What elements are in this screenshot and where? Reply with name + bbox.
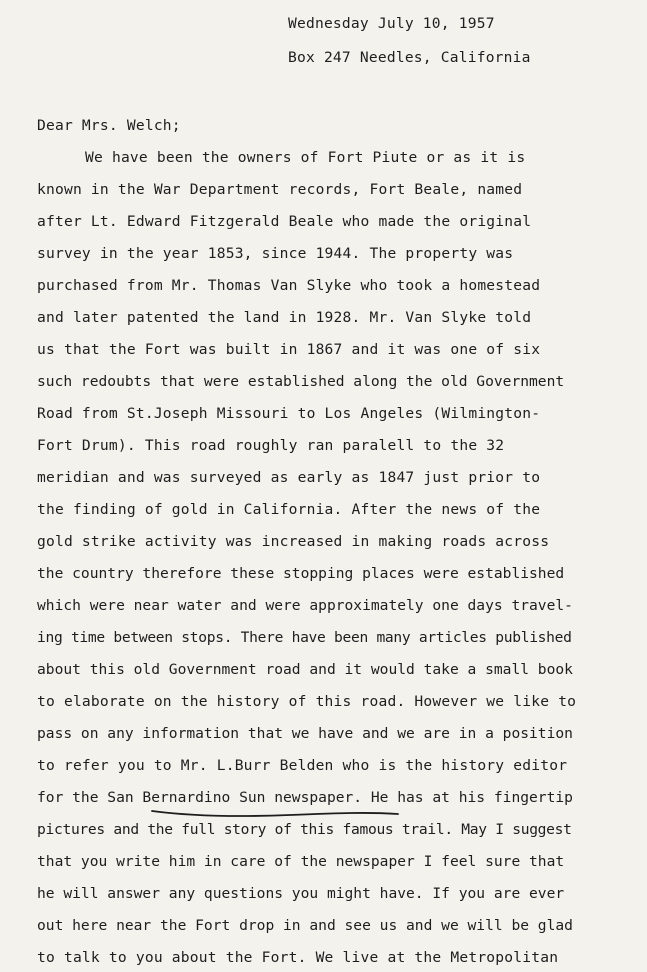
letter-line: the country therefore these stopping places were established — [37, 565, 565, 582]
handwritten-underline — [150, 807, 400, 819]
letter-line: the finding of gold in California. After the news of the — [37, 501, 541, 518]
letter-line: We have been the owners of Fort Piute or as it is — [85, 149, 526, 166]
letter-line: for the San Bernardino Sun newspaper. He has at his fingertip — [37, 789, 573, 806]
letter-line: ing time between stops. There have been many articles published — [37, 629, 572, 646]
letter-date: Wednesday July 10, 1957 — [288, 15, 495, 32]
letter-line: he will answer any questions you might have. If you are ever — [37, 885, 565, 902]
letter-line: us that the Fort was built in 1867 and it was one of six — [37, 341, 541, 358]
letter-line: out here near the Fort drop in and see us and we will be glad — [37, 917, 573, 934]
letter-line: Road from St.Joseph Missouri to Los Angeles (Wilmington- — [37, 405, 541, 422]
letter-line: pictures and the full story of this famous trail. May I suggest — [37, 821, 572, 838]
letter-line: to refer you to Mr. L.Burr Belden who is the history editor — [37, 757, 568, 774]
letter-line: gold strike activity was increased in making roads across — [37, 533, 550, 550]
letter-line: such redoubts that were established along the old Government — [37, 373, 565, 390]
letter-salutation: Dear Mrs. Welch; — [37, 117, 181, 134]
letter-line: meridian and was surveyed as early as 1847 just prior to — [37, 469, 541, 486]
letter-line: known in the War Department records, Fort Beale, named — [37, 181, 523, 198]
letter-line: after Lt. Edward Fitzgerald Beale who made the original — [37, 213, 532, 230]
letter-line: which were near water and were approximately one days travel- — [37, 597, 573, 614]
letter-line: pass on any information that we have and we are in a position — [37, 725, 573, 742]
letter-address: Box 247 Needles, California — [288, 49, 531, 66]
letter-line: purchased from Mr. Thomas Van Slyke who took a homestead — [37, 277, 541, 294]
letter-line: to elaborate on the history of this road. However we like to — [37, 693, 577, 710]
letter-line: to talk to you about the Fort. We live at the Metropolitan — [37, 949, 559, 966]
letter-line: that you write him in care of the newspaper I feel sure that — [37, 853, 565, 870]
letter-line: and later patented the land in 1928. Mr. Van Slyke told — [37, 309, 532, 326]
letter-line: survey in the year 1853, since 1944. The property was — [37, 245, 514, 262]
letter-line: Fort Drum). This road roughly ran paralell to the 32 — [37, 437, 505, 454]
letter-line: about this old Government road and it would take a small book — [37, 661, 573, 678]
